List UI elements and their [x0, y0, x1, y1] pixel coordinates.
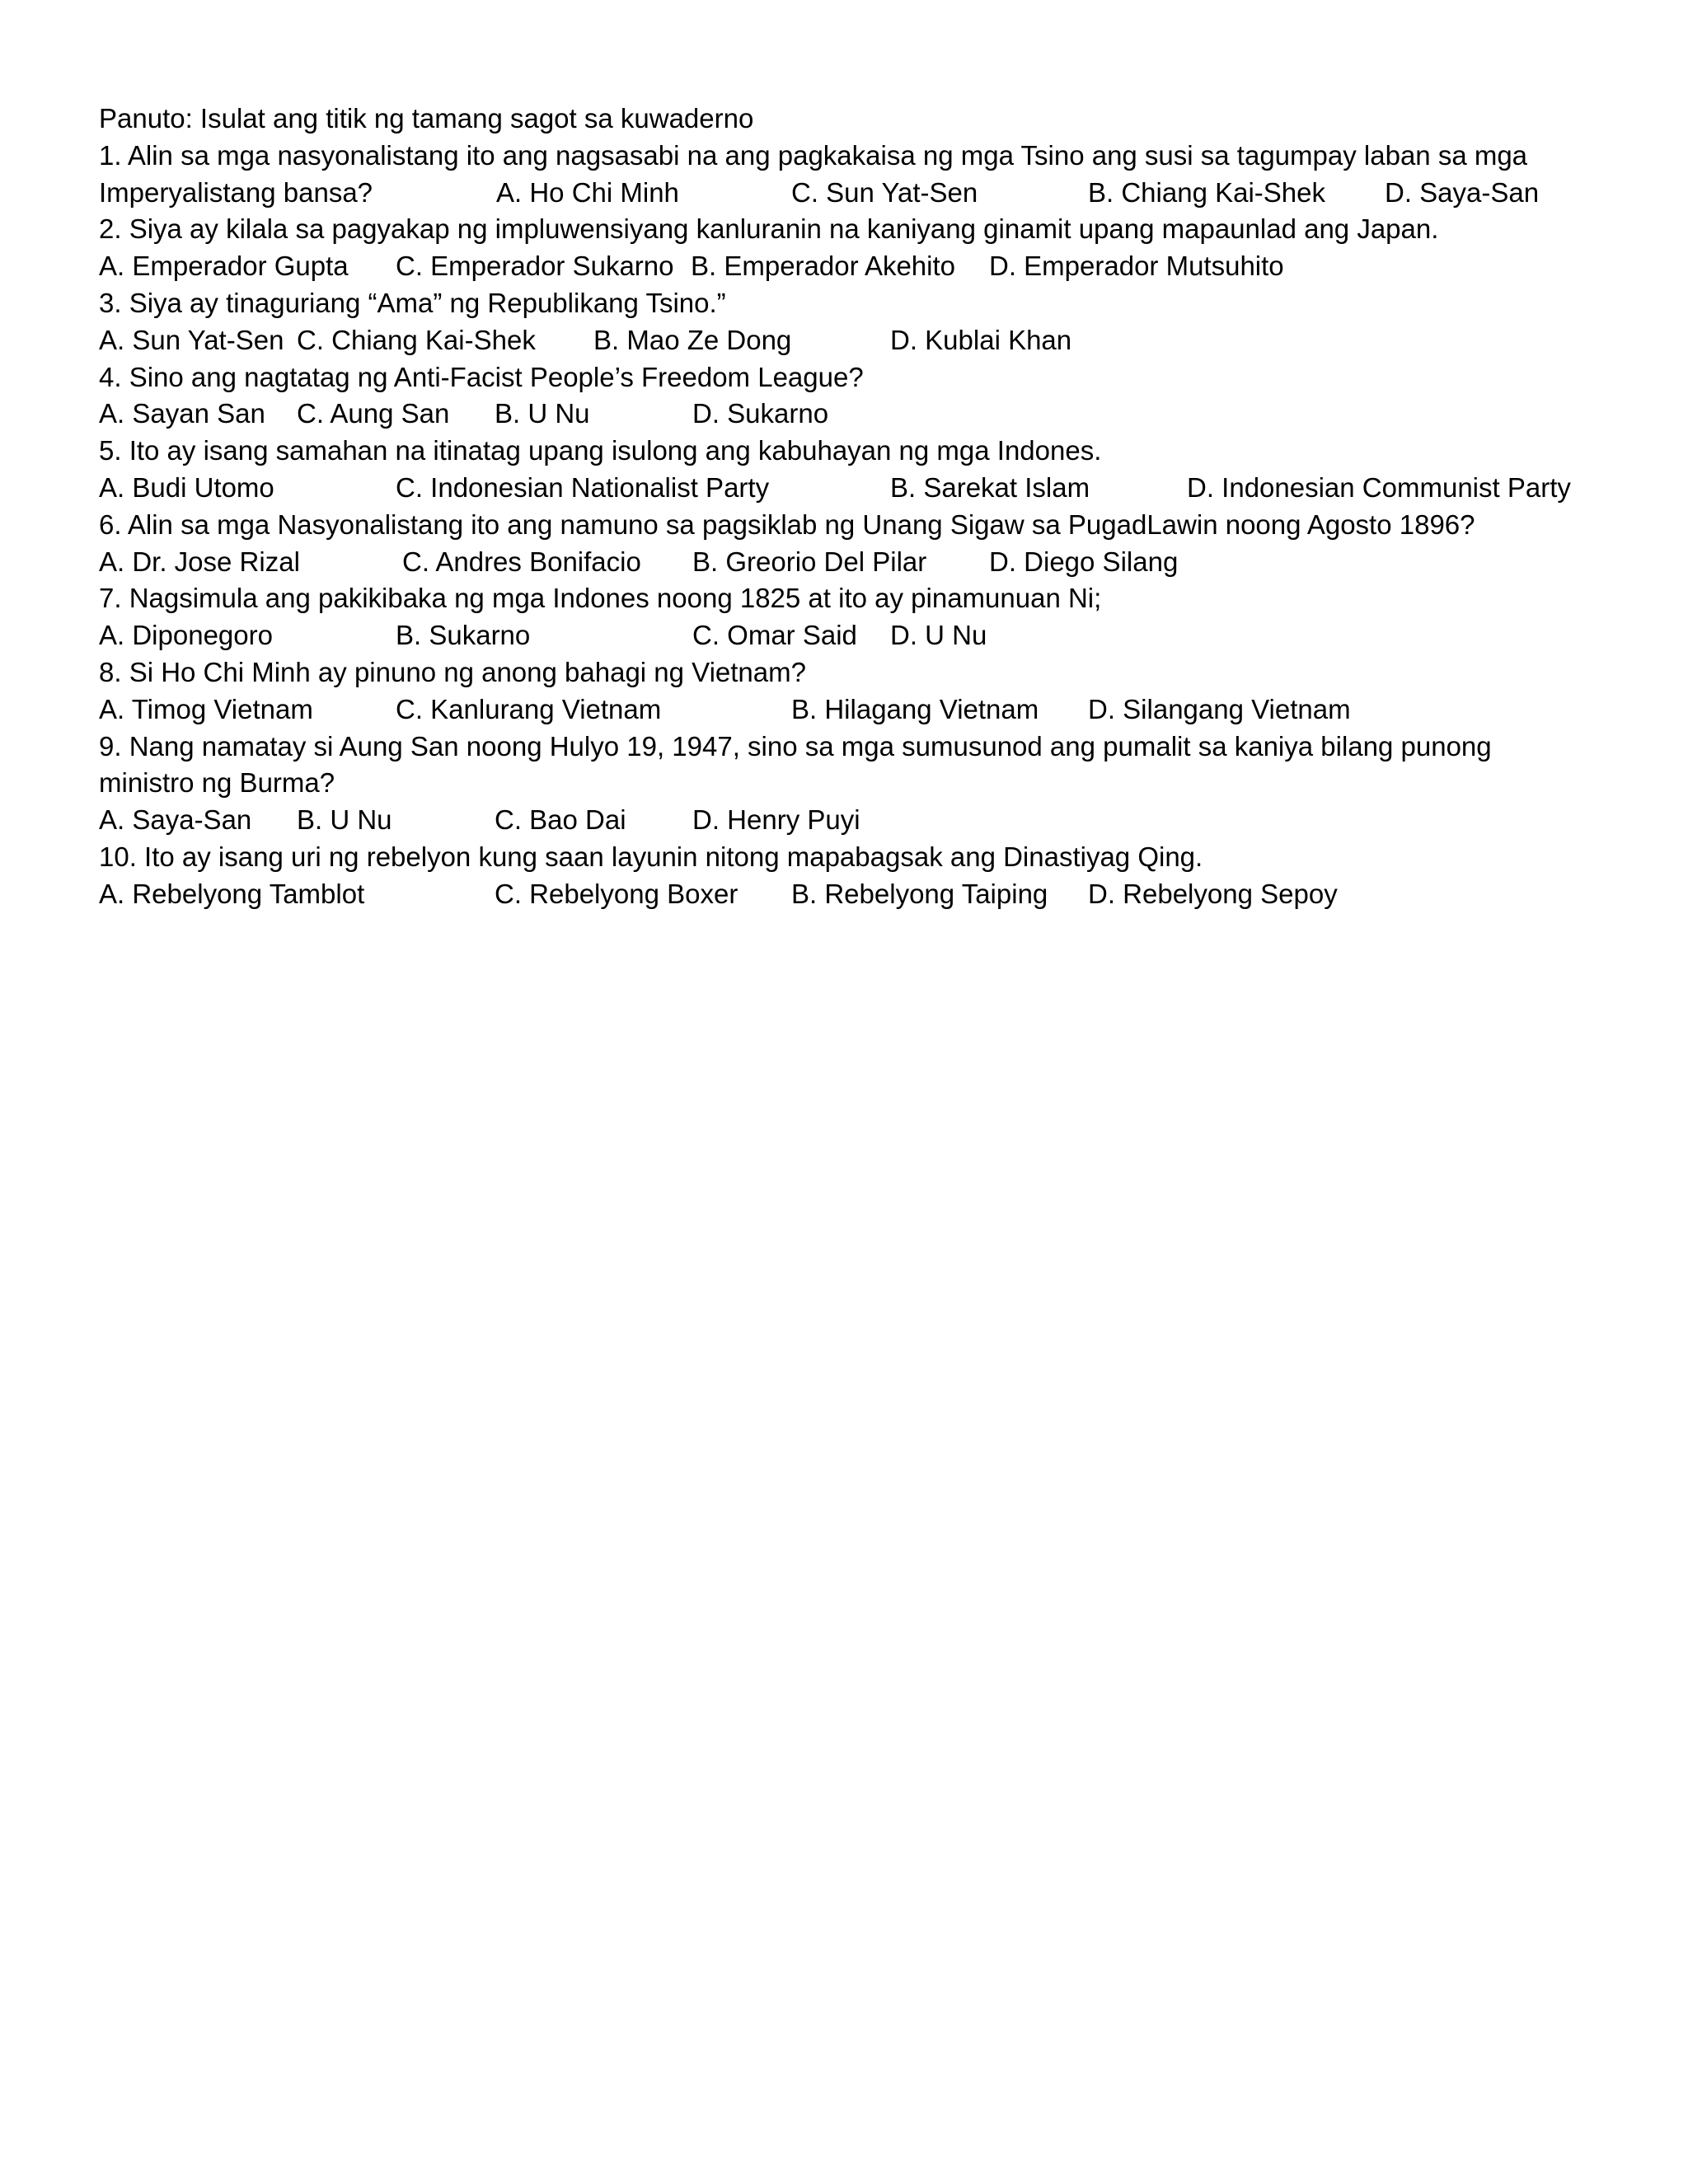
question-7-option: C. Omar Said — [692, 620, 857, 651]
instructions: Panuto: Isulat ang titik ng tamang sagot sa kuwaderno — [99, 103, 754, 134]
question-1-option: D. Saya-San — [1385, 176, 1540, 208]
question-5-option: A. Budi Utomo — [99, 471, 274, 503]
question-3-option: D. Kublai Khan — [890, 324, 1072, 355]
question-4-text: 4. Sino ang nagtatag ng Anti-Facist People’s Freedom League? — [99, 361, 864, 392]
question-9-options — [99, 802, 1599, 839]
question-10-options — [99, 876, 1599, 913]
question-9-option: C. Bao Dai — [495, 804, 626, 836]
question-1-option: A. Ho Chi Minh — [496, 176, 679, 208]
question-1-options — [99, 175, 1599, 212]
question-7-option: A. Diponegoro — [99, 620, 273, 651]
question-4-options — [99, 396, 1599, 433]
question-9-option: D. Henry Puyi — [692, 804, 860, 836]
question-2-options — [99, 248, 1599, 285]
question-6-option: B. Greorio Del Pilar — [692, 546, 927, 577]
question-8-options — [99, 691, 1599, 729]
question-10-option: A. Rebelyong Tamblot — [99, 878, 365, 909]
question-6-option: A. Dr. Jose Rizal — [99, 546, 300, 577]
question-9-text-cont: ministro ng Burma? — [99, 767, 335, 799]
question-8-text: 8. Si Ho Chi Minh ay pinuno ng anong bahagi ng Vietnam? — [99, 656, 806, 687]
question-10-option: D. Rebelyong Sepoy — [1088, 878, 1338, 909]
question-3-option: C. Chiang Kai-Shek — [297, 324, 536, 355]
question-3-text: 3. Siya ay tinaguriang “Ama” ng Republikang Tsino.” — [99, 287, 726, 318]
question-7-option: B. Sukarno — [396, 620, 531, 651]
question-8-option: B. Hilagang Vietnam — [791, 693, 1039, 724]
question-4-option: C. Aung San — [297, 398, 450, 429]
question-4-option: A. Sayan San — [99, 398, 265, 429]
question-9-option: A. Saya-San — [99, 804, 252, 836]
question-3-options — [99, 322, 1599, 359]
question-9-option: B. U Nu — [297, 804, 392, 836]
question-2-text: 2. Siya ay kilala sa pagyakap ng impluwensiyang kanluranin na kaniyang ginamit upang mapaunlad ang Japan. — [99, 213, 1439, 245]
question-7-option: D. U Nu — [890, 620, 987, 651]
question-2-option: D. Emperador Mutsuhito — [989, 251, 1284, 282]
question-3-option: B. Mao Ze Dong — [593, 324, 792, 355]
question-8-option: D. Silangang Vietnam — [1088, 693, 1351, 724]
question-6-option: D. Diego Silang — [989, 546, 1179, 577]
question-5-option: B. Sarekat Islam — [890, 471, 1090, 503]
question-2-option: C. Emperador Sukarno — [396, 251, 674, 282]
question-8-option: A. Timog Vietnam — [99, 693, 313, 724]
question-4-option: D. Sukarno — [692, 398, 829, 429]
question-4-option: B. U Nu — [495, 398, 590, 429]
question-2-option: A. Emperador Gupta — [99, 251, 349, 282]
question-7-options — [99, 617, 1599, 654]
question-5-option: C. Indonesian Nationalist Party — [396, 471, 770, 503]
question-5-option: D. Indonesian Communist Party — [1187, 471, 1571, 503]
question-3-option: A. Sun Yat-Sen — [99, 324, 284, 355]
question-6-text: 6. Alin sa mga Nasyonalistang ito ang namuno sa pagsiklab ng Unang Sigaw sa PugadLawin noong Agosto 1896? — [99, 509, 1475, 540]
question-2-option: B. Emperador Akehito — [691, 251, 956, 282]
question-6-option: C. Andres Bonifacio — [402, 546, 641, 577]
question-10-option: C. Rebelyong Boxer — [495, 878, 738, 909]
question-8-option: C. Kanlurang Vietnam — [396, 693, 662, 724]
question-7-text: 7. Nagsimula ang pakikibaka ng mga Indones noong 1825 at ito ay pinamunuan Ni; — [99, 583, 1102, 614]
question-9-text: 9. Nang namatay si Aung San noong Hulyo 19, 1947, sino sa mga sumusunod ang pumalit sa kaniya bilang punong — [99, 730, 1492, 762]
question-10-option: B. Rebelyong Taiping — [791, 878, 1048, 909]
question-1-option: C. Sun Yat-Sen — [791, 176, 978, 208]
question-1-text-cont: Imperyalistang bansa? — [99, 176, 373, 208]
question-10-text: 10. Ito ay isang uri ng rebelyon kung saan layunin nitong mapabagsak ang Dinastiyag Qing. — [99, 841, 1203, 872]
worksheet-page — [99, 101, 1599, 913]
question-1-option: B. Chiang Kai-Shek — [1088, 176, 1325, 208]
question-5-options — [99, 470, 1599, 507]
question-6-options — [99, 544, 1599, 581]
question-5-text: 5. Ito ay isang samahan na itinatag upang isulong ang kabuhayan ng mga Indones. — [99, 435, 1102, 466]
question-1-text: 1. Alin sa mga nasyonalistang ito ang nagsasabi na ang pagkakaisa ng mga Tsino ang susi sa tagumpay laban sa mga — [99, 139, 1528, 171]
